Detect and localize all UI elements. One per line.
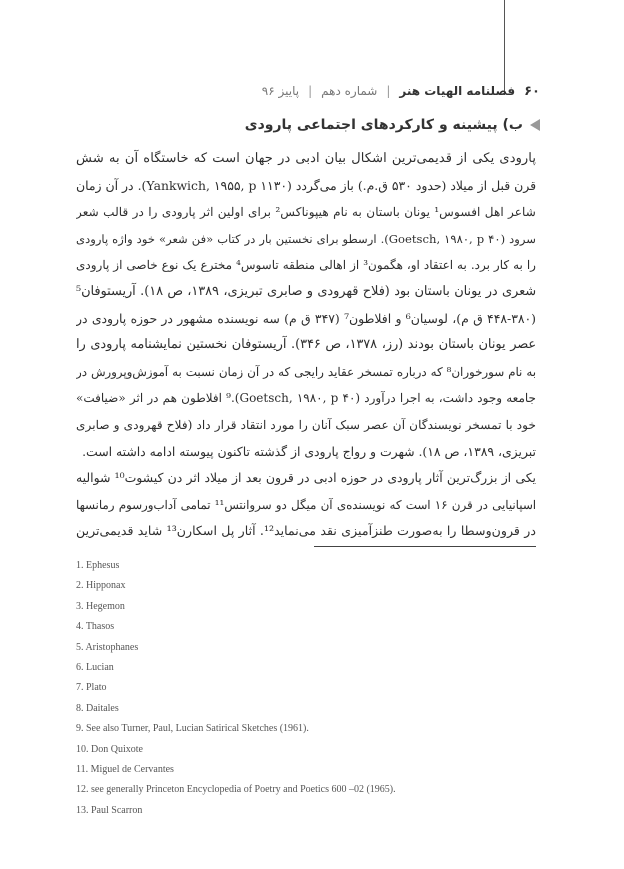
footnote: 7. Plato — [76, 682, 107, 694]
triangle-bullet-icon — [530, 119, 540, 131]
issue-season: پاییز ۹۶ — [261, 84, 300, 98]
body-line: شاعر اهل افسوس¹ یونان باستان به نام هیپوناکس² برای اولین اثر پارودی را در قالب شعر — [76, 205, 536, 220]
body-line: (۴۴۸-۳۸۰ ق م)، لوسیان⁶ و افلاطون⁷ (۳۴۷ ق م) سه نویسنده مشهور در حوزه پارودی در — [76, 310, 536, 326]
body-line: را به کار برد. به اعتقاد او، هگمون³ از اهالی منطقه تاسوس⁴ مخترع یک نوع خاصی از پارودی — [76, 258, 536, 273]
footnote: 4. Thasos — [76, 621, 115, 633]
section-title: ب) پیشینه و کارکردهای اجتماعی پارودی — [244, 117, 523, 133]
running-header — [262, 80, 540, 102]
footnote: 3. Hegemon — [76, 600, 125, 612]
body-line: اسپانیایی در قرن ۱۶ است که نویسنده‌ی آن میگل دو سروانتس¹¹ تمامی آداب‌ورسوم رمانسها — [76, 497, 536, 512]
body-line: به نام سورخوران⁸ که درباره تمسخر عقاید رایجی که در آن زمان نسبت به آموزش‌وپرورش در — [76, 364, 536, 379]
body-line: جامعه وجود داشت، به اجرا درآورد (Goetsch, ۱۹۸۰, p ۴۰).⁹ افلاطون هم در اثر «ضیافت» — [76, 391, 536, 406]
footnote: 13. Paul Scarron — [76, 804, 143, 816]
body-line: شعری در یونان باستان بود (فلاح قهرودی و صابری تبریزی، ۱۳۸۹، ص ۱۸). آریستوفان⁵ — [76, 283, 536, 299]
page-number: ۶۰ — [524, 83, 540, 99]
footnote: 9. See also Turner, Paul, Lucian Satirical Sketches (1961). — [76, 723, 309, 735]
issue-number: شماره دهم — [321, 84, 378, 98]
body-line: پارودی یکی از قدیمی‌ترین اشکال بیان ادبی در جهان است که خاستگاه آن به شش — [76, 151, 536, 166]
footnote: 2. Hipponax — [76, 580, 126, 592]
footnote: 6. Lucian — [76, 661, 114, 673]
body-text — [76, 146, 536, 545]
body-line: یکی از بزرگ‌ترین آثار پارودی در حوزه ادبی در قرون بعد از میلاد اثر دن کیشوت¹⁰ شوالیه — [76, 470, 536, 486]
header-separator: | — [308, 84, 313, 98]
body-line: در قرون‌وسطا را به‌صورت طنزآمیزی نقد می‌نماید¹². آثار پل اسکارن¹³ شاید قدیمی‌ترین — [76, 523, 536, 539]
footnote: 11. Miguel de Cervantes — [76, 763, 174, 775]
body-line: سرود (Goetsch, ۱۹۸۰, p ۴۰). ارسطو برای نخستین بار در کتاب «فن شعر» خود واژه پارودی — [76, 231, 536, 246]
body-line: تبریزی، ۱۳۸۹، ص ۱۸). شهرت و رواج پارودی از گذشته تاکنون پیوسته ادامه داشته است. — [82, 443, 536, 459]
footnote: 12. see generally Princeton Encyclopedia of Poetry and Poetics 600 –02 (1965). — [76, 784, 396, 796]
section-heading — [245, 117, 540, 133]
journal-title: فصلنامه الهیات هنر — [399, 84, 516, 98]
footnote-divider — [314, 546, 536, 547]
footnote: 8. Daitales — [76, 702, 119, 714]
footnote: 5. Aristophanes — [76, 641, 139, 653]
footnotes — [76, 556, 556, 821]
footnote: 10. Don Quixote — [76, 743, 143, 755]
body-line: خود با تمسخر نویسندگان آن عصر سبک آنان را مورد انتقاد قرار داد (فلاح قهرودی و صابری — [76, 417, 536, 432]
body-line: قرن قبل از میلاد (حدود ۵۳۰ ق.م.) باز می‌گردد (Yankwich, ۱۹۵۵, p ۱۱۳۰). در آن زمان — [76, 177, 536, 193]
body-line: عصر یونان باستان بودند (رز، ۱۳۷۸، ص ۳۴۶). آریستوفان نخستین نمایشنامه پارودی را — [76, 337, 536, 353]
header-separator: | — [386, 84, 391, 98]
footnote: 1. Ephesus — [76, 560, 120, 571]
